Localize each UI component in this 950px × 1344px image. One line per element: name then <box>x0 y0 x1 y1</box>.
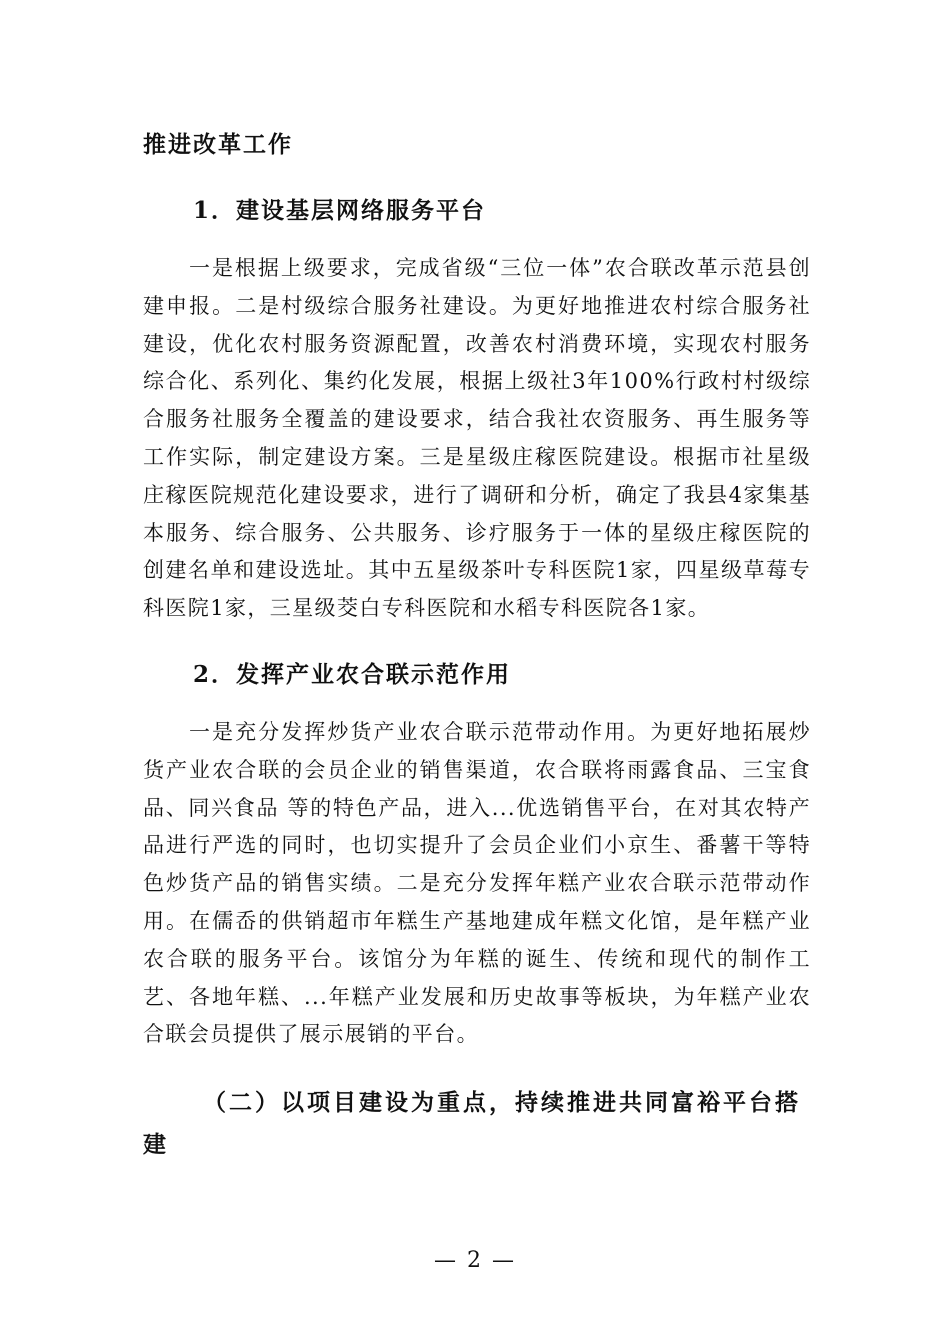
page-number: — 2 — <box>434 1248 516 1273</box>
section-2-heading: （二）以项目建设为重点，持续推进共同富裕平台搭建 <box>143 1089 801 1158</box>
subsection-1-paragraph: 一是根据上级要求，完成省级“三位一体”农合联改革示范县创建申报。二是村级综合服务社建设。为更好地推进农村综合服务社建设，优化农村服务资源配置，改善农村消费环境，实现农村服务综合化、系列化、集约化发展，根据上级社3年100%行政村村级综合服务社服务全覆盖的建设要求，结合我社农资服务、再生服务等工作实际，制定建设方案。三是星级庄稼医院建设。根据市社星级庄稼医院规范化建设要求，进行了调研和分析，确定了我县4家集基本服务、综合服务、公共服务、诊疗服务于一体的星级庄稼医院的创建名单和建设选址。其中五星级茶叶专科医院1家，四星级草莓专科医院1家，三星级茭白专科医院和水稻专科医院各1家。 <box>143 256 811 621</box>
subsection-2-title: 2．发挥产业农合联示范作用 <box>193 661 512 688</box>
section-heading: 推进改革工作 <box>143 131 293 158</box>
subsection-1-title: 1．建设基层网络服务平台 <box>193 197 487 224</box>
subsection-2-paragraph: 一是充分发挥炒货产业农合联示范带动作用。为更好地拓展炒货产业农合联的会员企业的销售渠道，农合联将雨露食品、三宝食品、同兴食品 等的特色产品，进入...优选销售平台，在对其农特产品进行严选的同时，也切实提升了会员企业们小京生、番薯干等特色炒货产品的销售实绩。二是充分发挥年糕产业农合联示范带动作用。在儒岙的供销超市年糕生产基地建成年糕文化馆，是年糕产业农合联的服务平台。该馆分为年糕的诞生、传统和现代的制作工艺、各地年糕、...年糕产业发展和历史故事等板块，为年糕产业农合联会员提供了展示展销的平台。 <box>143 720 811 1047</box>
